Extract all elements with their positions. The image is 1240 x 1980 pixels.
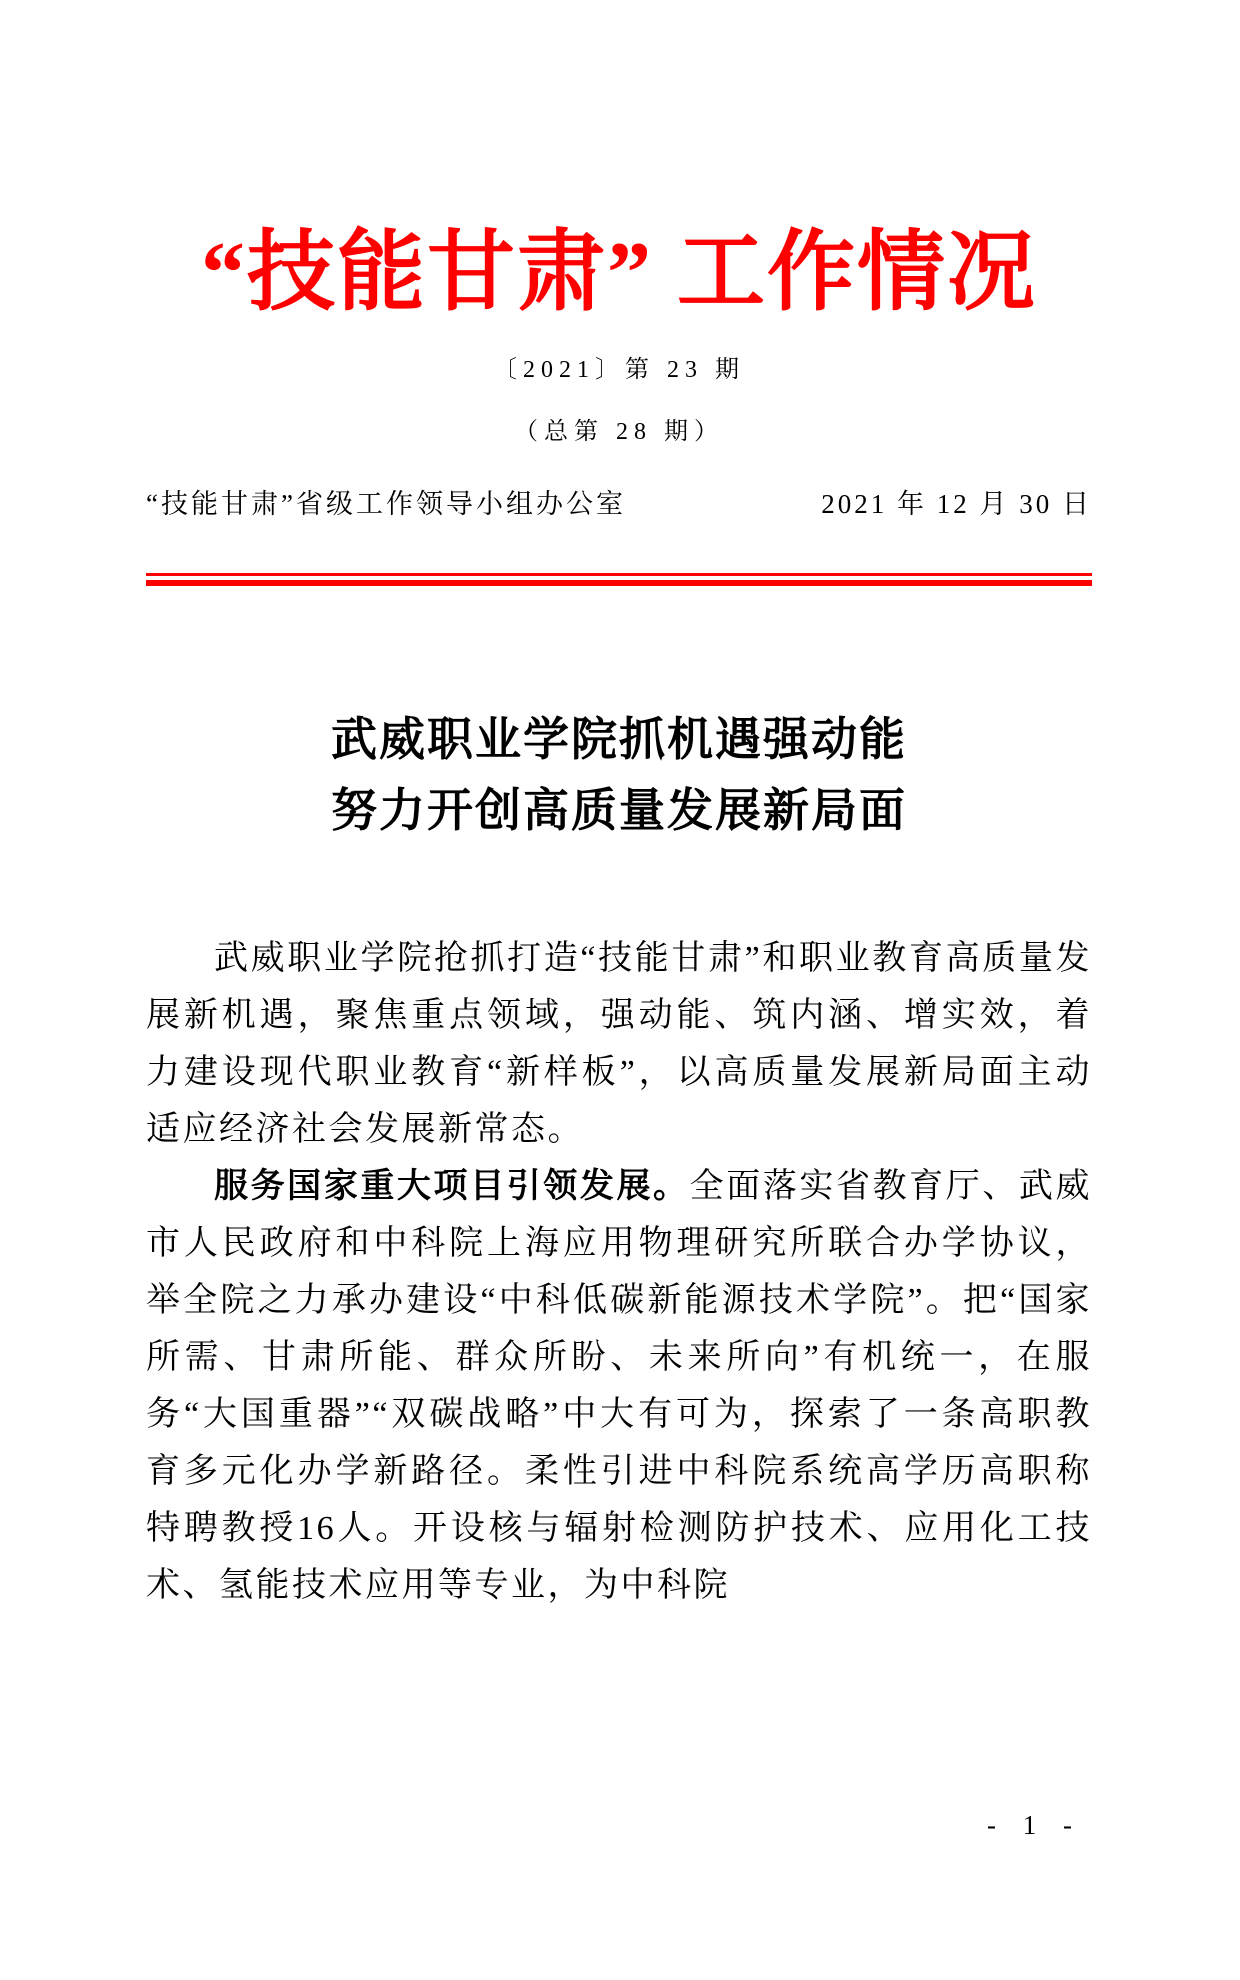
red-divider-thick-rule <box>146 580 1092 586</box>
article-body <box>146 930 1092 1614</box>
publish-date: 2021 年 12 月 30 日 <box>821 488 1092 519</box>
paragraph-2-lead: 服务国家重大项目引领发展。 <box>214 1167 690 1205</box>
paragraph-2 <box>146 1158 1092 1614</box>
paragraph-2-text: 全面落实省教育厅、武威市人民政府和中科院上海应用物理研究所联合办学协议，举全院之力承办建设“中科低碳新能源技术学院”。把“国家所需、甘肃所能、群众所盼、未来所向”有机统一，在服务“大国重器”“双碳战略”中大有可为，探索了一条高职教育多元化办学新路径。柔性引进中科院系统高学历高职称特聘教授16人。开设核与辐射检测防护技术、应用化工技术、氢能技术应用等专业，为中科院 <box>146 1167 1093 1604</box>
red-divider <box>146 573 1092 586</box>
masthead-title: “技能甘肃” 工作情况 <box>200 225 1037 322</box>
document-page <box>0 226 1240 1980</box>
page-number: - 1 - <box>987 1810 1082 1840</box>
paragraph-1-text: 武威职业学院抢抓打造“技能甘肃”和职业教育高质量发展新机遇，聚焦重点领域，强动能、筑内涵、增实效，着力建设现代职业教育“新样板”，以高质量发展新局面主动适应经济社会发展新常态。 <box>146 939 1092 1148</box>
cumulative-issue-number: （总第 28 期） <box>514 418 724 445</box>
issue-number: 〔2021〕第 23 期 <box>493 356 745 383</box>
paragraph-1 <box>146 930 1092 1158</box>
issuer-name: “技能甘肃”省级工作领导小组办公室 <box>146 488 626 519</box>
article-title-line-2: 努力开创高质量发展新局面 <box>331 784 907 836</box>
article-title <box>146 704 1092 846</box>
issuer-row <box>146 482 1092 521</box>
article-title-line-1: 武威职业学院抓机遇强动能 <box>331 713 907 765</box>
red-divider-thin-rule <box>146 573 1092 576</box>
